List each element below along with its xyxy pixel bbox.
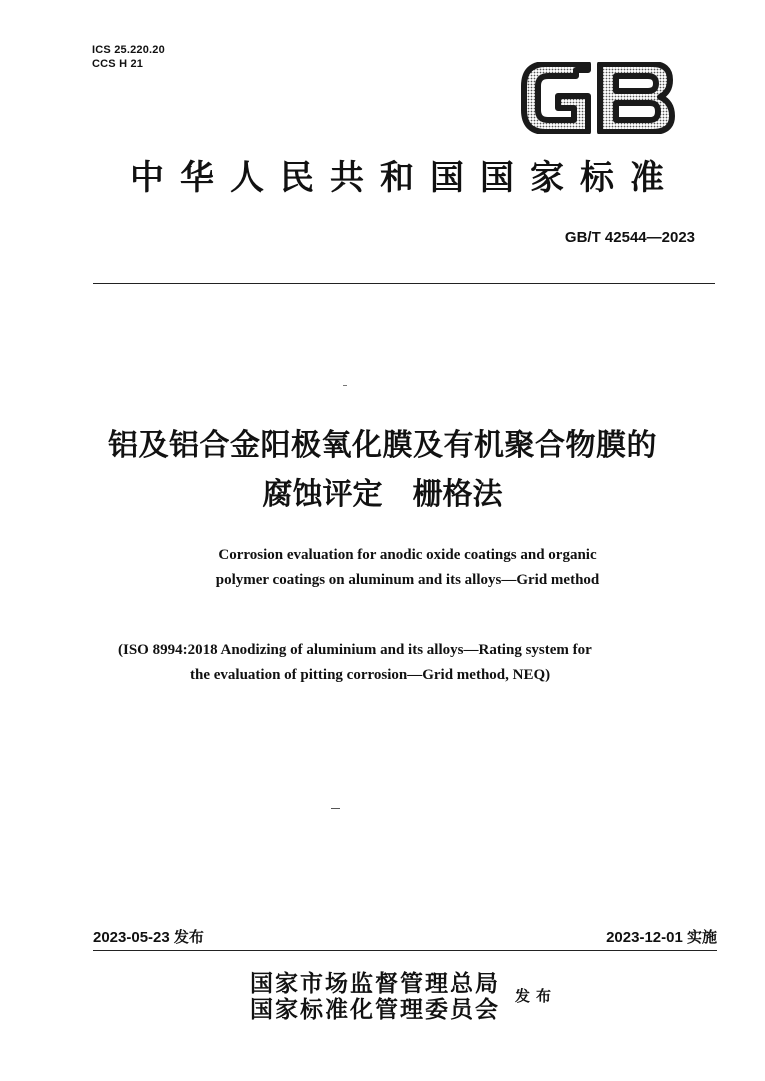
standard-number: GB/T 42544—2023	[564, 229, 695, 246]
reference-standard-line-2: the evaluation of pitting corrosion—Grid method, NEQ)	[190, 667, 551, 683]
english-title-line-2: polymer coatings on aluminum and its alloys—Grid method	[215, 572, 600, 588]
gb-logo	[518, 62, 676, 134]
issuer-samr: 国家市场监督管理总局	[250, 970, 500, 997]
ccs-code: CCS H 21	[92, 58, 144, 70]
bottom-divider	[93, 950, 717, 951]
scan-mark	[343, 385, 347, 386]
reference-standard-line-1: (ISO 8994:2018 Anodizing of aluminium and its alloys—Rating system for	[118, 642, 592, 658]
standard-category-title: 中华人民共和国国家标准	[130, 158, 680, 198]
chinese-title-line-2: 腐蚀评定 栅格法	[262, 477, 503, 512]
implementation-date: 2023-12-01 实施	[606, 929, 717, 946]
ics-code: ICS 25.220.20	[92, 44, 165, 56]
issuer-sac: 国家标准化管理委员会	[250, 996, 500, 1023]
publish-label: 发布	[515, 987, 558, 1005]
issue-date: 2023-05-23 发布	[93, 929, 204, 946]
scan-mark	[331, 808, 340, 809]
english-title-line-1: Corrosion evaluation for anodic oxide coatings and organic	[218, 547, 597, 563]
top-divider	[93, 283, 715, 284]
chinese-title-line-1: 铝及铝合金阳极氧化膜及有机聚合物膜的	[108, 428, 657, 463]
